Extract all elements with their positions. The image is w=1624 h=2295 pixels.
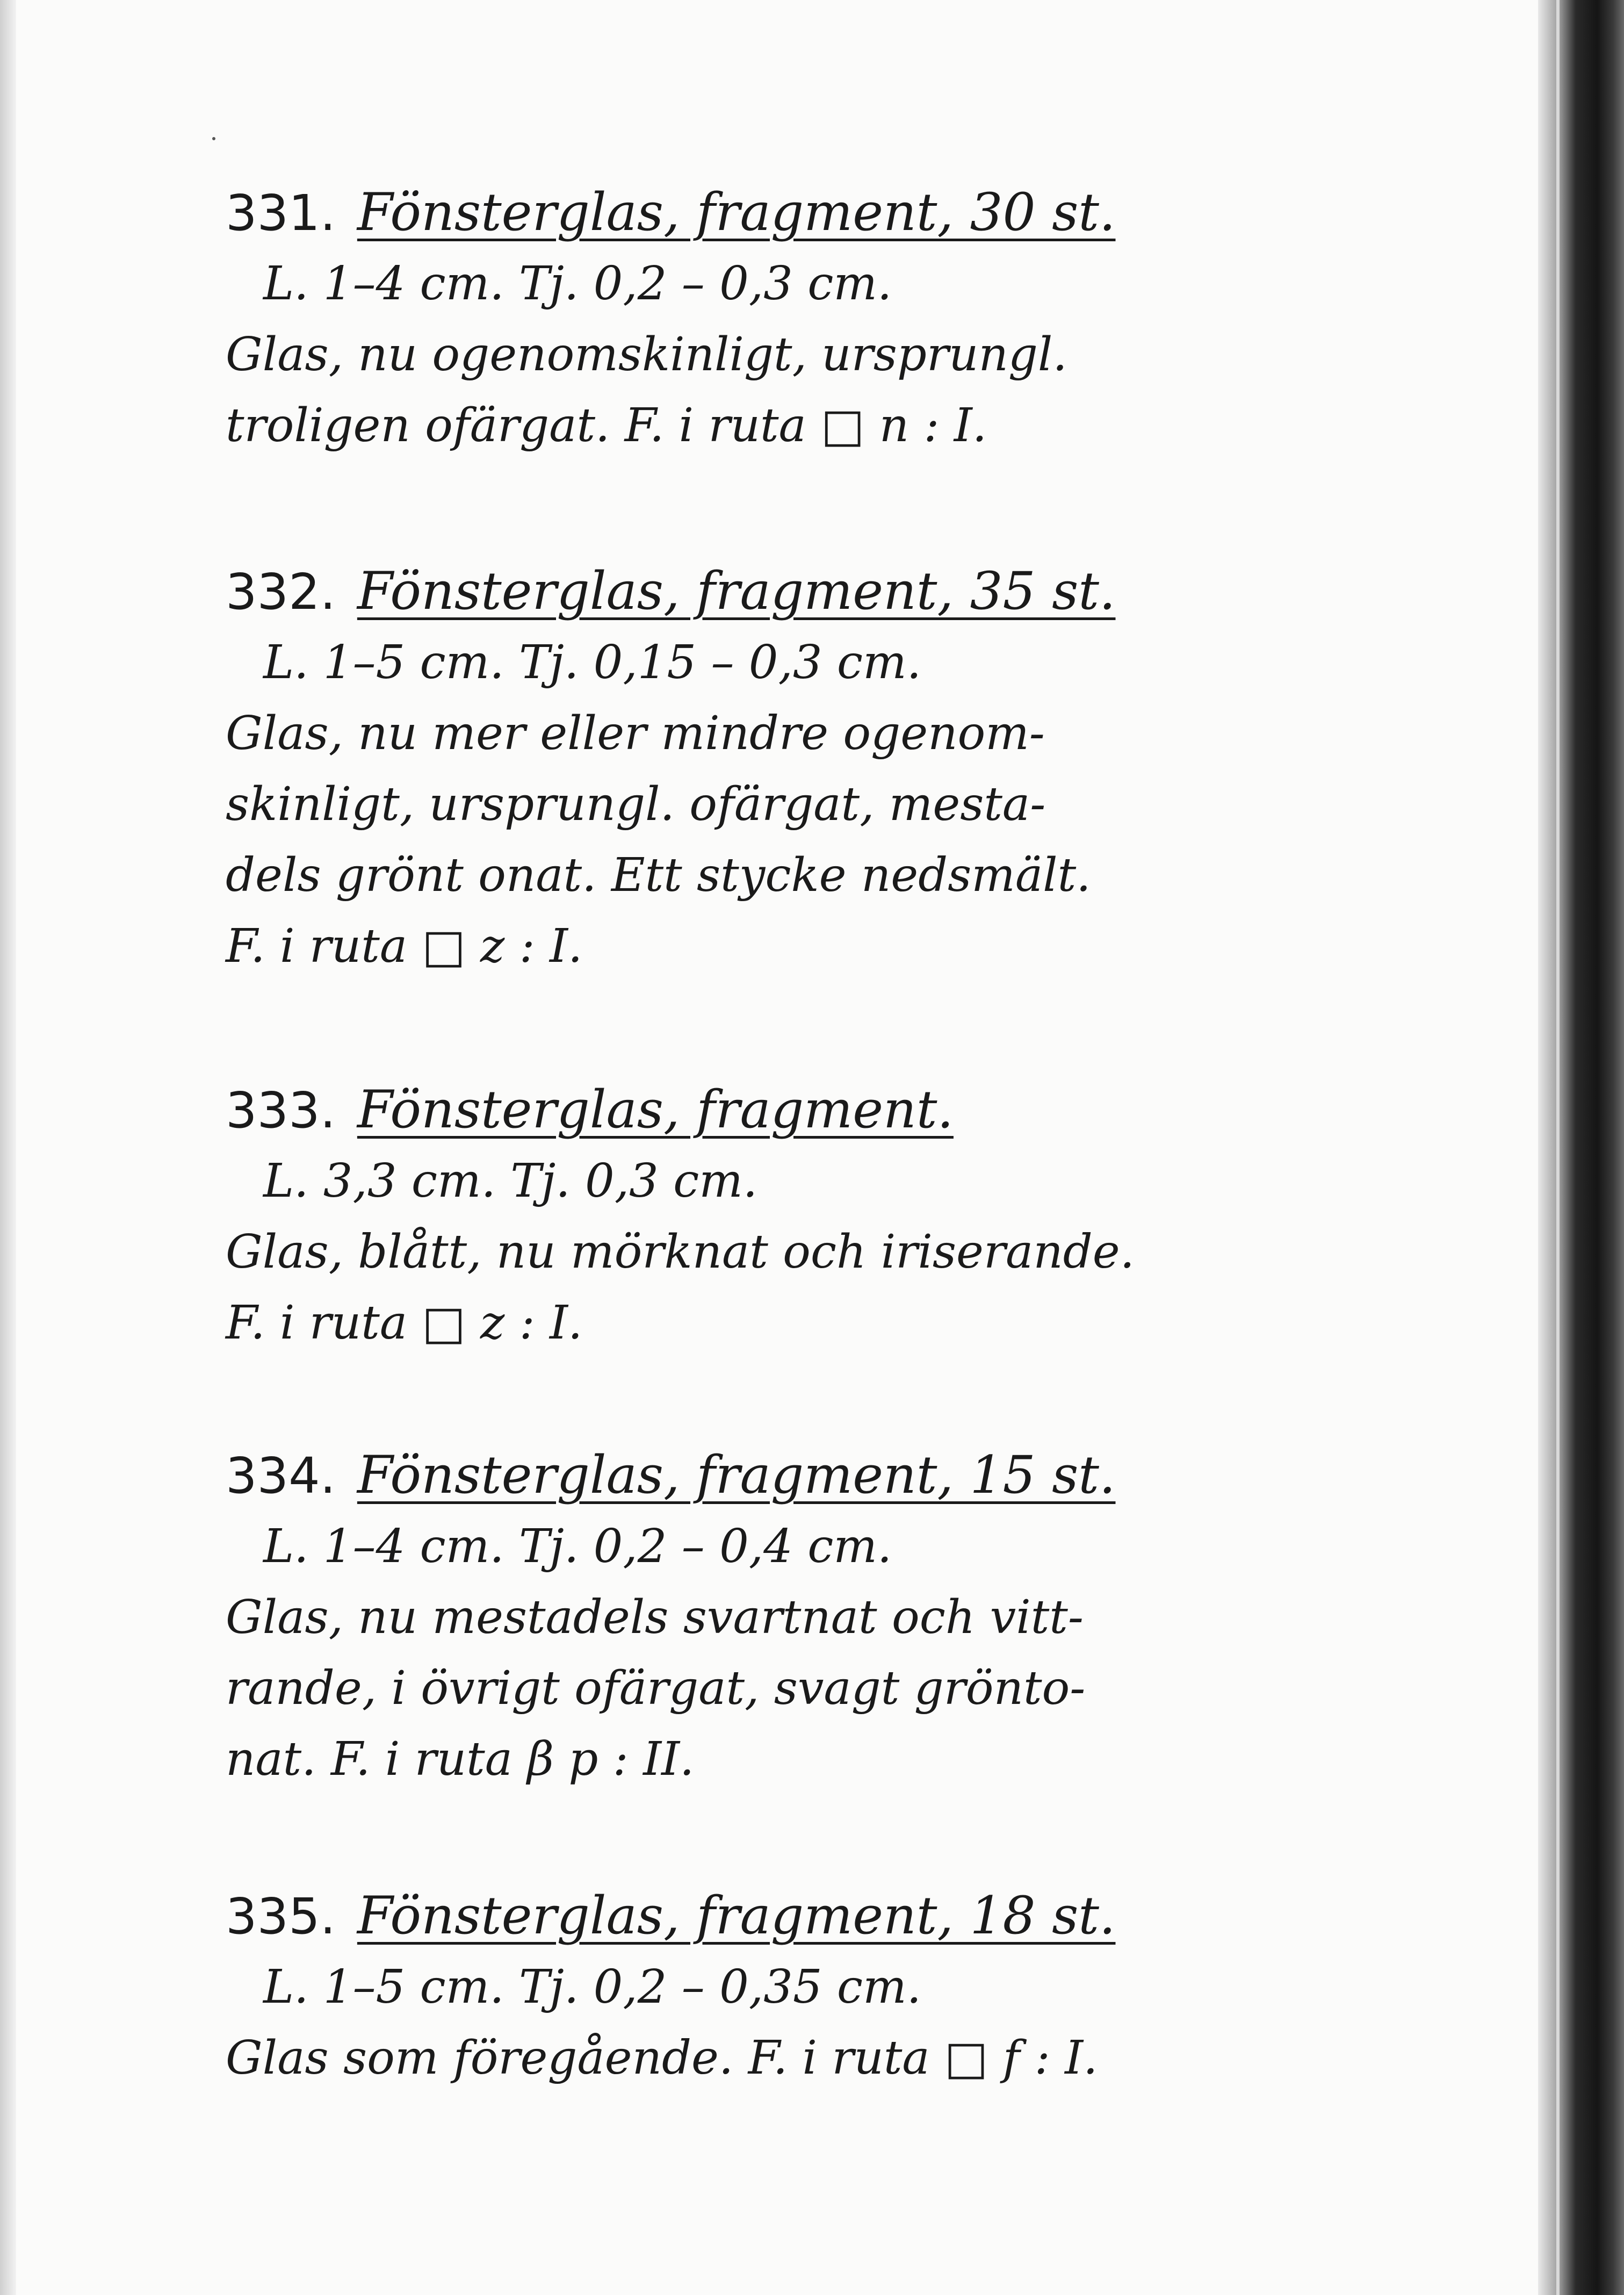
entry-number: 334. [226,1447,336,1505]
book-binding-edge [1538,0,1624,2295]
entry-number: 331. [226,184,336,242]
entry-measure-line: L. 1–4 cm. Tj. 0,2 – 0,4 cm. [263,1520,892,1573]
entry-number: 333. [226,1082,336,1139]
entry-number: 335. [226,1888,336,1945]
entry-text-line: troligen ofärgat. F. i ruta □ n : I. [226,399,987,452]
entry-heading [226,1440,1386,1511]
entry-text-line: dels grönt onat. Ett stycke nedsmält. [226,848,1091,902]
entry-332 [226,556,1386,982]
entry-heading [226,556,1386,627]
entry-title: Fönsterglas, fragment, 35 st. [357,561,1116,621]
entry-text-line: Glas, nu mer eller mindre ogenom- [226,707,1045,760]
entry-heading [226,1881,1386,1952]
entry-text-line: nat. F. i ruta β p : II. [226,1732,695,1786]
entry-334 [226,1440,1386,1795]
entry-measure-line: L. 3,3 cm. Tj. 0,3 cm. [263,1154,758,1208]
entry-number: 332. [226,563,336,621]
entry-text-line: Glas, nu mestadels svartnat och vitt- [226,1591,1084,1644]
entry-text-line: F. i ruta □ z : I. [226,919,583,973]
entry-text-line: skinligt, ursprungl. ofärgat, mesta- [226,778,1046,831]
entry-title: Fönsterglas, fragment, 30 st. [357,182,1116,242]
entry-title: Fönsterglas, fragment, 15 st. [357,1445,1116,1505]
entry-measure-line: L. 1–5 cm. Tj. 0,2 – 0,35 cm. [263,1960,921,2014]
entry-335 [226,1881,1386,2093]
page-left-edge [0,0,16,2295]
entry-measure-line: L. 1–4 cm. Tj. 0,2 – 0,3 cm. [263,257,892,311]
entry-title: Fönsterglas, fragment. [357,1080,954,1140]
entry-text-line: Glas, nu ogenomskinligt, ursprungl. [226,328,1067,382]
entry-text-line: Glas som föregående. F. i ruta □ f : I. [226,2031,1098,2085]
entry-heading [226,177,1386,248]
entry-331 [226,177,1386,461]
entry-text-line: rande, i övrigt ofärgat, svagt grönto- [226,1661,1086,1715]
entry-text-line: F. i ruta □ z : I. [226,1296,583,1350]
entry-measure-line: L. 1–5 cm. Tj. 0,15 – 0,3 cm. [263,636,921,689]
entry-333 [226,1075,1386,1358]
paper-speck [212,137,215,140]
entry-text-line: Glas, blått, nu mörknat och iriserande. [226,1225,1135,1279]
binding-highlight [1556,0,1560,2295]
entry-heading [226,1075,1386,1146]
entry-title: Fönsterglas, fragment, 18 st. [357,1886,1116,1946]
